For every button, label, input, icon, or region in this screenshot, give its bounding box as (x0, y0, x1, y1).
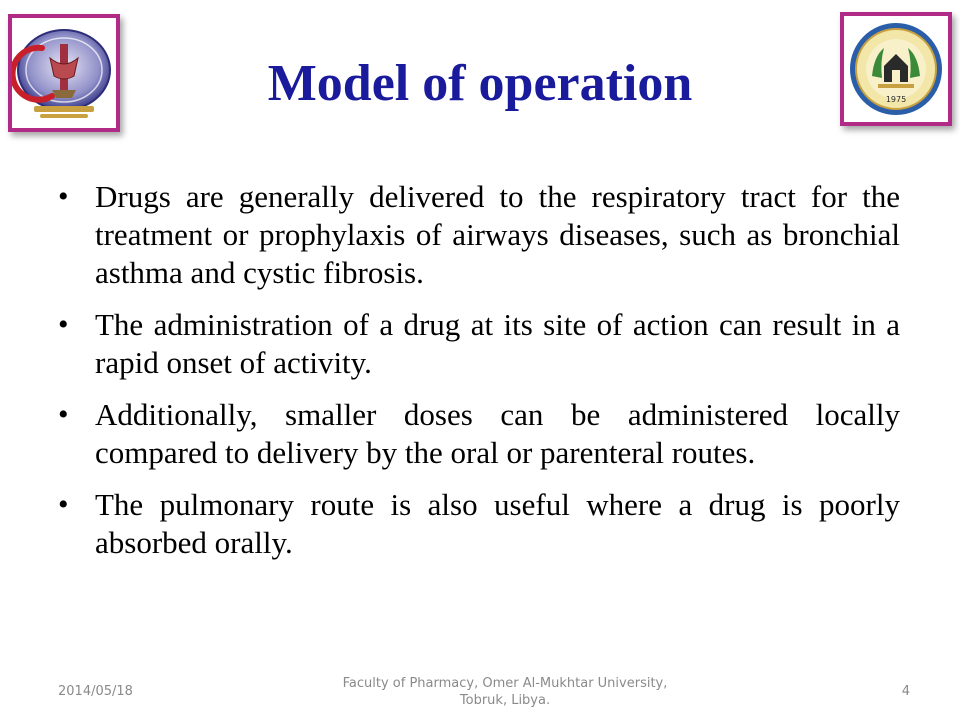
slide-title: Model of operation (267, 55, 693, 112)
bullet-text: The administration of a drug at its site of action can result in a rapid onset of activity. (95, 307, 900, 380)
bullet-icon: • (58, 308, 69, 341)
bullet-item (55, 178, 900, 292)
bullet-text: The pulmonary route is also useful where a drug is poorly absorbed orally. (95, 487, 900, 560)
bullet-text: Drugs are generally delivered to the respiratory tract for the treatment or prophylaxis of airways diseases, such as bronchial asthma and cystic fibrosis. (95, 179, 900, 290)
bullet-list (55, 178, 900, 576)
university-logo (840, 12, 952, 126)
bullet-text: Additionally, smaller doses can be administered locally compared to delivery by the oral or parenteral routes. (95, 397, 900, 470)
bullet-item (55, 486, 900, 562)
seal-year: 1975 (885, 95, 907, 104)
faculty-logo (8, 14, 120, 132)
bullet-icon: • (58, 488, 69, 521)
university-seal-icon (844, 16, 948, 122)
bullet-icon: • (58, 398, 69, 431)
bullet-icon: • (58, 180, 69, 213)
bullet-item (55, 396, 900, 472)
bullet-item (55, 306, 900, 382)
page-number: 4 (901, 684, 910, 699)
footer-date: 2014/05/18 (58, 684, 133, 699)
pharmacy-emblem-icon (12, 18, 116, 128)
footer-organization: Faculty of Pharmacy, Omer Al-Mukhtar University, Tobruk, Libya. (342, 676, 668, 708)
